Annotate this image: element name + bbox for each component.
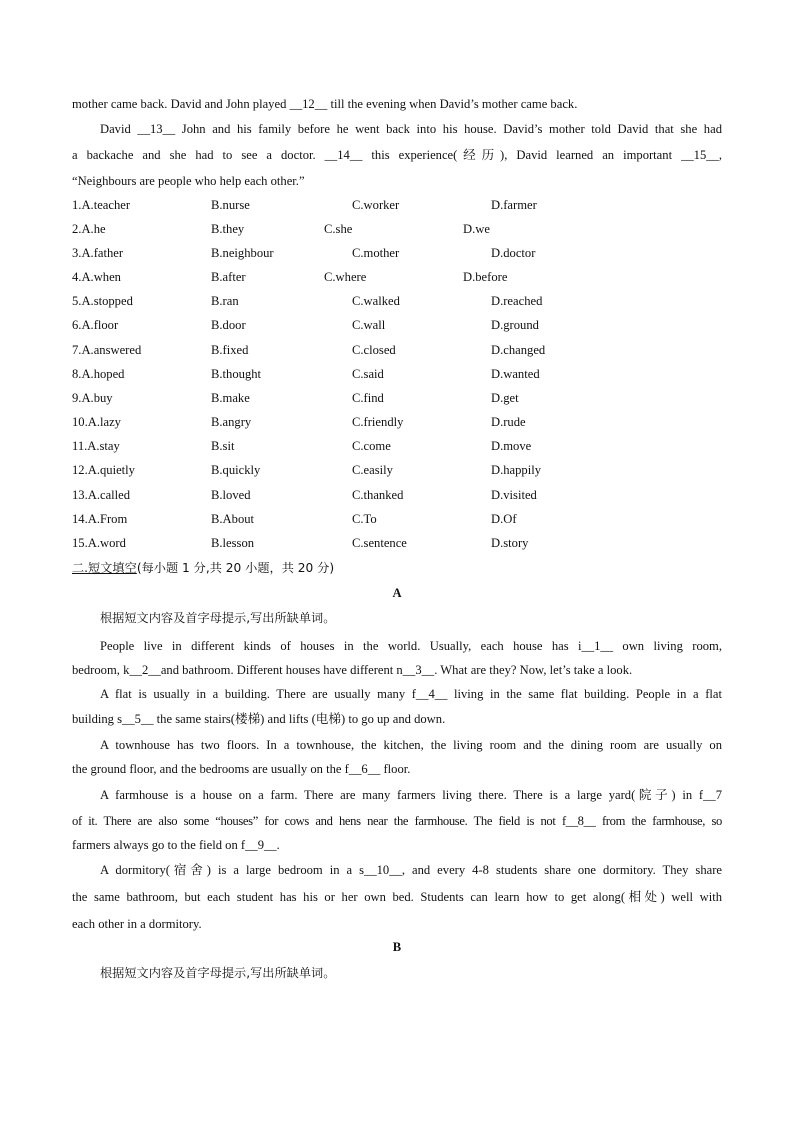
instruction-b: 根据短文内容及首字母提示,写出所缺单词。 (100, 966, 336, 980)
option-d: D.farmer (491, 198, 537, 212)
option-b: B.loved (211, 488, 251, 502)
option-c: C.she (324, 222, 353, 236)
option-c: C.friendly (352, 415, 404, 429)
option-b: B.ran (211, 294, 239, 308)
passage-line: A townhouse has two floors. In a townhouse, the kitchen, the living room and the dining room are usually on (100, 738, 722, 752)
passage-line: farmers always go to the field on f__9__. (72, 838, 280, 852)
option-b: B.door (211, 318, 246, 332)
option-a: 12.A.quietly (72, 463, 135, 477)
option-d: D.happily (491, 463, 542, 477)
option-d: D.visited (491, 488, 537, 502)
passage-line: “Neighbours are people who help each other.” (72, 174, 305, 188)
option-c: C.said (352, 367, 384, 381)
option-c: C.walked (352, 294, 400, 308)
option-b: B.sit (211, 439, 235, 453)
option-d: D.wanted (491, 367, 540, 381)
part-b-label: B (392, 940, 402, 954)
option-b: B.after (211, 270, 246, 284)
passage-line: A dormitory(宿舍) is a large bedroom in a s__10__, and every 4-8 students share one dormitory. They share (100, 863, 722, 877)
option-b: B.fixed (211, 343, 249, 357)
option-a: 9.A.buy (72, 391, 113, 405)
option-a: 1.A.teacher (72, 198, 131, 212)
option-a: 5.A.stopped (72, 294, 133, 308)
passage-line: each other in a dormitory. (72, 917, 202, 931)
option-d: D.move (491, 439, 532, 453)
option-b: B.angry (211, 415, 252, 429)
option-d: D.ground (491, 318, 539, 332)
instruction-a: 根据短文内容及首字母提示,写出所缺单词。 (100, 611, 336, 625)
option-b: B.quickly (211, 463, 261, 477)
option-d: D.Of (491, 512, 517, 526)
option-b: B.nurse (211, 198, 250, 212)
option-c: C.mother (352, 246, 400, 260)
option-a: 14.A.From (72, 512, 128, 526)
option-c: C.To (352, 512, 377, 526)
part-a-label: A (392, 586, 402, 600)
option-a: 11.A.stay (72, 439, 120, 453)
passage-line: building s__5__ the same stairs(楼梯) and lifts (电梯) to go up and down. (72, 712, 446, 726)
passage-line: A farmhouse is a house on a farm. There are many farmers living there. There is a large yard(院子) in f__7 (100, 788, 722, 802)
option-d: D.get (491, 391, 519, 405)
section-heading (72, 560, 334, 576)
option-d: D.reached (491, 294, 543, 308)
passage-line: a backache and she had to see a doctor. __14__ this experience(经历), David learned an important __15__, (72, 148, 722, 162)
option-c: C.sentence (352, 536, 407, 550)
option-a: 15.A.word (72, 536, 126, 550)
passage-line: A flat is usually in a building. There are usually many f__4__ living in the same flat building. People in a flat (100, 687, 722, 701)
section-scoring: (每小题 1 分,共 20 小题，共 20 分) (136, 561, 335, 575)
option-d: D.story (491, 536, 529, 550)
option-b: B.About (211, 512, 255, 526)
option-d: D.rude (491, 415, 526, 429)
option-d: D.before (463, 270, 508, 284)
option-c: C.thanked (352, 488, 404, 502)
passage-line: David __13__ John and his family before he went back into his house. David’s mother told David that she had (100, 122, 722, 136)
option-a: 8.A.hoped (72, 367, 125, 381)
option-a: 7.A.answered (72, 343, 142, 357)
option-a: 6.A.floor (72, 318, 119, 332)
passage-line: the same bathroom, but each student has his or her own bed. Students can learn how to get along(相处) well with (72, 890, 722, 904)
passage-line: People live in different kinds of houses in the world. Usually, each house has i__1__ own living room, (100, 639, 722, 653)
option-b: B.lesson (211, 536, 255, 550)
option-a: 4.A.when (72, 270, 121, 284)
option-b: B.make (211, 391, 250, 405)
option-d: D.we (463, 222, 490, 236)
option-c: C.come (352, 439, 391, 453)
option-c: C.easily (352, 463, 393, 477)
option-a: 13.A.called (72, 488, 131, 502)
option-c: C.wall (352, 318, 386, 332)
passage-line: of it. There are also some “houses” for cows and hens near the farmhouse. The field is not f__8__ from the farmhouse, so (72, 814, 722, 828)
option-a: 2.A.he (72, 222, 106, 236)
option-b: B.thought (211, 367, 262, 381)
section-title: 二.短文填空 (72, 561, 137, 575)
option-b: B.neighbour (211, 246, 274, 260)
option-c: C.worker (352, 198, 400, 212)
passage-line: bedroom, k__2__and bathroom. Different houses have different n__3__. What are they? Now, let’s take a look. (72, 663, 633, 677)
option-d: D.changed (491, 343, 546, 357)
option-d: D.doctor (491, 246, 536, 260)
option-c: C.closed (352, 343, 396, 357)
passage-line: the ground floor, and the bedrooms are usually on the f__6__ floor. (72, 762, 411, 776)
option-a: 10.A.lazy (72, 415, 121, 429)
option-c: C.where (324, 270, 367, 284)
option-a: 3.A.father (72, 246, 124, 260)
option-c: C.find (352, 391, 384, 405)
option-b: B.they (211, 222, 245, 236)
passage-line: mother came back. David and John played __12__ till the evening when David’s mother came back. (72, 97, 578, 111)
